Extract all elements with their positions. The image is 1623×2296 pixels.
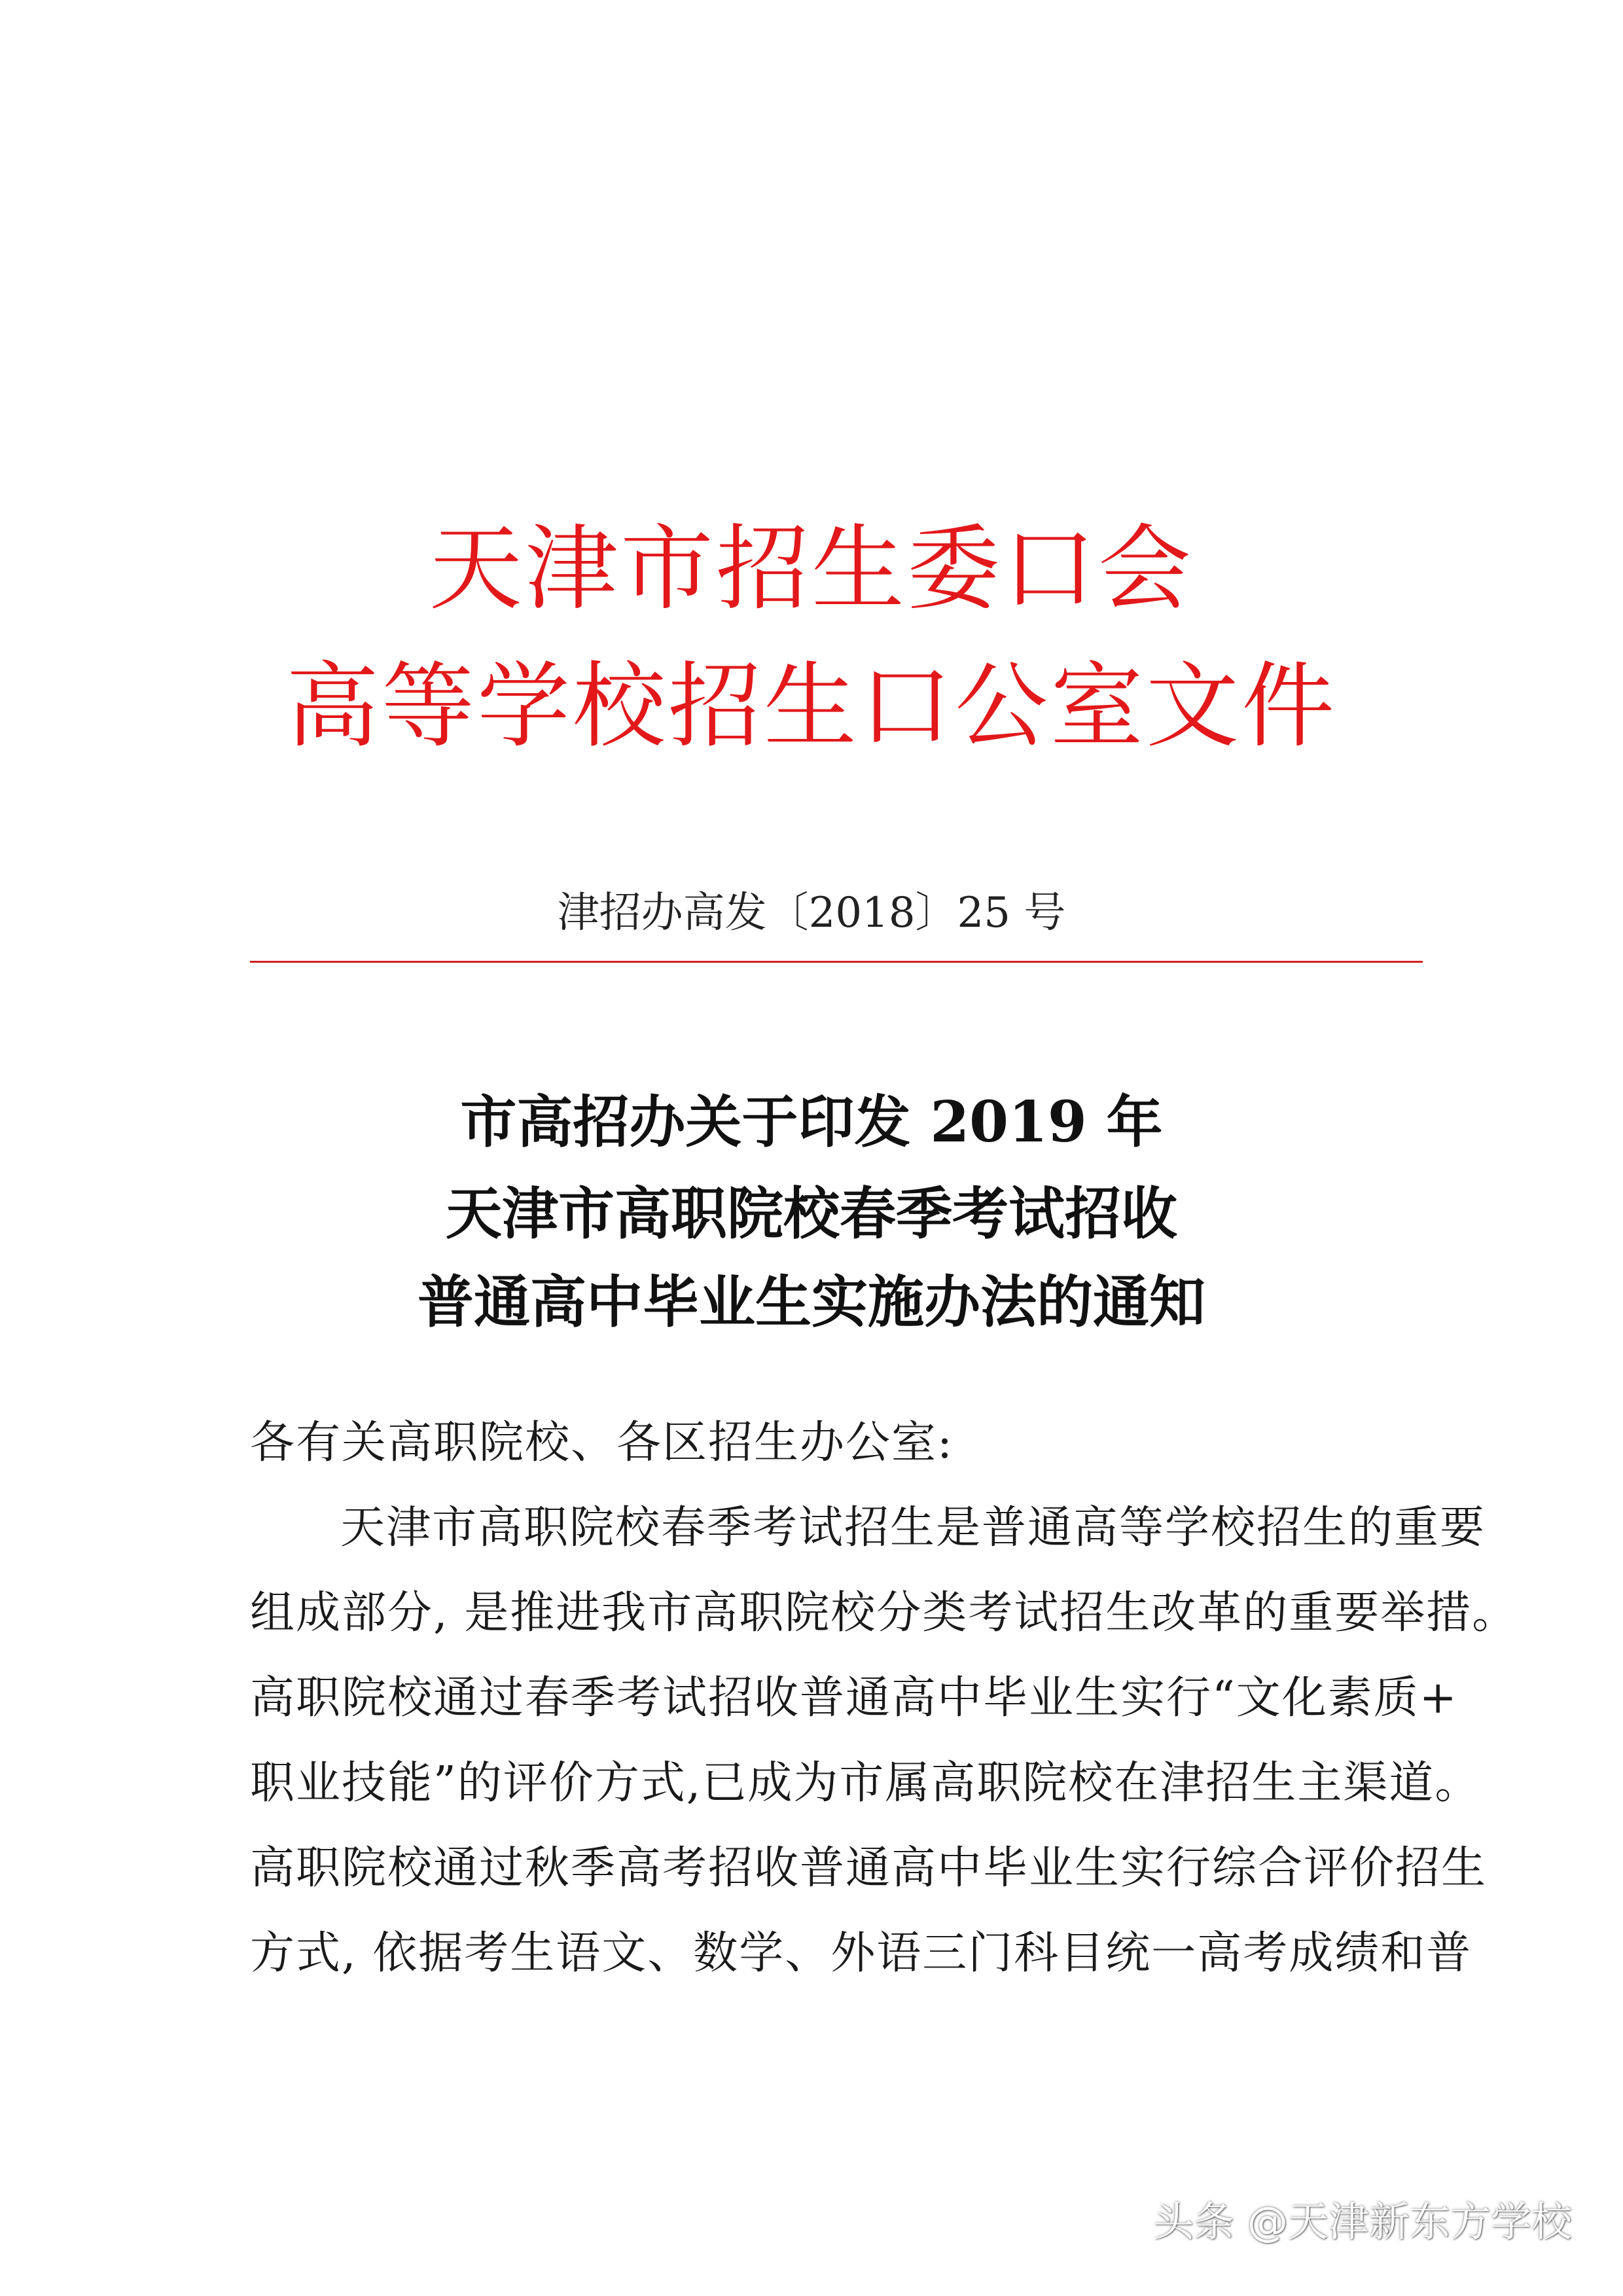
source-watermark: 头条 @天津新东方学校 xyxy=(1153,2198,1572,2246)
body-line: 组成部分, 是推进我市高职院校分类考试招生改革的重要举措。 xyxy=(250,1587,1518,1639)
notice-title-line-2: 天津市高职院校春季考试招收 xyxy=(446,1181,1177,1247)
salutation: 各有关高职院校、各区招生办公室: xyxy=(250,1417,954,1469)
red-divider-rule xyxy=(250,961,1423,963)
notice-title-line-3: 普通高中毕业生实施办法的通知 xyxy=(418,1269,1205,1335)
body-line: 职业技能”的评价方式,已成为市属高职院校在津招生主渠道。 xyxy=(250,1757,1481,1809)
body-line: 方式, 依据考生语文、数学、外语三门科目统一高考成绩和普 xyxy=(250,1928,1472,1979)
notice-title-line-1: 市高招办关于印发 2019 年 xyxy=(460,1089,1163,1155)
document-header-line-1: 天津市招生委口会 xyxy=(429,515,1194,623)
document-number: 津招办高发〔2018〕25 号 xyxy=(557,889,1066,937)
body-line: 高职院校通过春季考试招收普通高中毕业生实行“文化素质+ xyxy=(250,1672,1458,1724)
document-header-line-2: 高等学校招生口公室文件 xyxy=(286,653,1337,761)
body-line: 天津市高职院校春季考试招生是普通高等学校招生的重要 xyxy=(340,1502,1486,1554)
body-line: 高职院校通过秋季高考招收普通高中毕业生实行综合评价招生 xyxy=(250,1842,1488,1894)
